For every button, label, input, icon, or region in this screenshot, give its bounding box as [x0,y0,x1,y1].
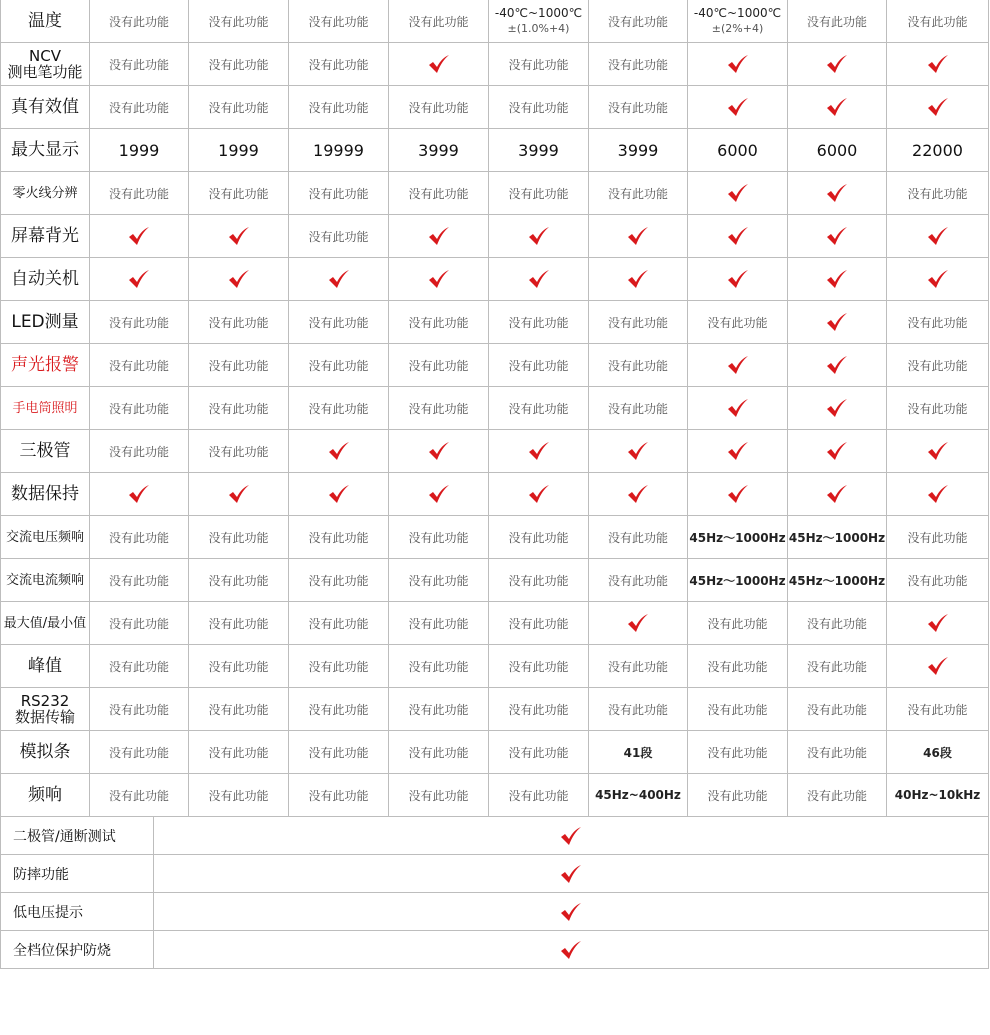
row-label: 自动关机 [1,258,90,301]
not-supported-cell: 没有此功能 [688,688,788,731]
not-supported-cell: 没有此功能 [389,602,489,645]
checkmark-icon [428,484,450,504]
text-line-2: ±(2%+4) [711,22,764,35]
not-supported-cell: 没有此功能 [489,731,589,774]
supported-cell [489,258,589,301]
not-supported-cell: 没有此功能 [289,387,389,430]
not-supported-cell: 没有此功能 [589,645,688,688]
row-label-line: 测电笔功能 [7,63,83,81]
checkmark-icon [727,97,749,117]
not-supported-cell: 没有此功能 [90,602,189,645]
checkmark-icon [128,484,150,504]
supported-cell [788,43,887,86]
spec-value-cell: 41段 [589,731,688,774]
supported-cell [788,258,887,301]
supported-cell [887,43,989,86]
not-supported-cell: 没有此功能 [90,172,189,215]
checkmark-icon [228,484,250,504]
not-supported-cell: 没有此功能 [189,645,289,688]
supported-cell [489,430,589,473]
not-supported-cell: 没有此功能 [589,43,688,86]
checkmark-icon [627,613,649,633]
checkmark-icon [727,355,749,375]
not-supported-cell: 没有此功能 [489,344,589,387]
not-supported-cell: 没有此功能 [389,301,489,344]
supported-cell [289,473,389,516]
checkmark-icon [328,484,350,504]
supported-cell [788,473,887,516]
not-supported-cell: 没有此功能 [289,215,389,258]
not-supported-cell: 没有此功能 [90,645,189,688]
not-supported-cell: 没有此功能 [887,516,989,559]
table-row [1,516,989,559]
row-label: 数据保持 [1,473,90,516]
supported-cell [489,215,589,258]
checkmark-icon [927,441,949,461]
table-row [1,430,989,473]
not-supported-cell: 没有此功能 [589,301,688,344]
feature-label: 全档位保护防烧 [1,931,154,969]
not-supported-cell: 没有此功能 [589,688,688,731]
not-supported-cell: 没有此功能 [189,516,289,559]
max-display-value: 3999 [389,129,489,172]
not-supported-cell: 没有此功能 [189,86,289,129]
not-supported-cell: 没有此功能 [389,172,489,215]
row-label: LED测量 [1,301,90,344]
not-supported-cell: 没有此功能 [289,645,389,688]
row-label: 频响 [1,774,90,817]
supported-cell [688,172,788,215]
not-supported-cell: 没有此功能 [289,86,389,129]
row-label: 手电筒照明 [1,387,90,430]
supported-cell [189,473,289,516]
supported-cell [154,817,989,855]
not-supported-cell: 没有此功能 [389,688,489,731]
supported-cell [289,430,389,473]
checkmark-icon [328,441,350,461]
common-feature-row [1,855,989,893]
not-supported-cell: 没有此功能 [289,731,389,774]
checkmark-icon [560,940,582,960]
not-supported-cell: 没有此功能 [90,559,189,602]
not-supported-cell: 没有此功能 [289,172,389,215]
checkmark-icon [228,269,250,289]
not-supported-cell: 没有此功能 [887,301,989,344]
checkmark-icon [727,441,749,461]
supported-cell [887,86,989,129]
checkmark-icon [826,398,848,418]
not-supported-cell: 没有此功能 [887,688,989,731]
not-supported-cell: 没有此功能 [90,0,189,43]
spec-value-cell: 45Hz～1000Hz [688,516,788,559]
supported-cell [688,473,788,516]
supported-cell [289,258,389,301]
supported-cell [788,387,887,430]
not-supported-cell: 没有此功能 [90,516,189,559]
checkmark-icon [528,226,550,246]
not-supported-cell: 没有此功能 [289,774,389,817]
not-supported-cell: 没有此功能 [788,0,887,43]
not-supported-cell: 没有此功能 [489,774,589,817]
table-row [1,0,989,43]
not-supported-cell: 没有此功能 [189,344,289,387]
supported-cell [90,258,189,301]
supported-cell [389,258,489,301]
not-supported-cell: 没有此功能 [489,86,589,129]
not-supported-cell: 没有此功能 [589,559,688,602]
not-supported-cell: 没有此功能 [489,516,589,559]
row-label: 模拟条 [1,731,90,774]
table-row [1,129,989,172]
checkmark-icon [560,902,582,922]
not-supported-cell: 没有此功能 [90,43,189,86]
not-supported-cell: 没有此功能 [589,172,688,215]
not-supported-cell: 没有此功能 [389,516,489,559]
not-supported-cell: 没有此功能 [389,774,489,817]
table-row [1,86,989,129]
not-supported-cell: 没有此功能 [90,344,189,387]
max-display-value: 1999 [189,129,289,172]
checkmark-icon [528,441,550,461]
supported-cell [788,86,887,129]
checkmark-icon [428,226,450,246]
not-supported-cell: 没有此功能 [389,731,489,774]
checkmark-icon [927,226,949,246]
supported-cell [389,215,489,258]
not-supported-cell: 没有此功能 [589,387,688,430]
supported-cell [788,430,887,473]
supported-cell [887,473,989,516]
not-supported-cell: 没有此功能 [289,43,389,86]
spec-value-cell: 45Hz～1000Hz [788,516,887,559]
checkmark-icon [826,226,848,246]
not-supported-cell: 没有此功能 [489,602,589,645]
checkmark-icon [826,97,848,117]
supported-cell [154,931,989,969]
supported-cell [887,215,989,258]
not-supported-cell: 没有此功能 [688,645,788,688]
not-supported-cell: 没有此功能 [489,387,589,430]
checkmark-icon [826,54,848,74]
not-supported-cell: 没有此功能 [90,430,189,473]
table-row [1,602,989,645]
supported-cell [589,258,688,301]
not-supported-cell: 没有此功能 [289,516,389,559]
not-supported-cell: 没有此功能 [589,344,688,387]
supported-cell [688,344,788,387]
checkmark-icon [826,441,848,461]
row-label: 声光报警 [1,344,90,387]
not-supported-cell: 没有此功能 [688,731,788,774]
checkmark-icon [927,54,949,74]
supported-cell [788,301,887,344]
not-supported-cell: 没有此功能 [887,0,989,43]
checkmark-icon [528,269,550,289]
spec-value-cell [688,0,788,43]
checkmark-icon [727,226,749,246]
not-supported-cell: 没有此功能 [489,172,589,215]
checkmark-icon [826,183,848,203]
supported-cell [887,602,989,645]
row-label: 峰值 [1,645,90,688]
feature-label: 防摔功能 [1,855,154,893]
checkmark-icon [428,269,450,289]
supported-cell [688,86,788,129]
row-label: 三极管 [1,430,90,473]
common-feature-row [1,931,989,969]
supported-cell [489,473,589,516]
not-supported-cell: 没有此功能 [489,301,589,344]
table-row [1,688,989,731]
supported-cell [389,473,489,516]
not-supported-cell: 没有此功能 [189,559,289,602]
row-label: 零火线分辨 [1,172,90,215]
not-supported-cell: 没有此功能 [189,0,289,43]
spec-value-cell: 46段 [887,731,989,774]
not-supported-cell: 没有此功能 [788,645,887,688]
supported-cell [688,43,788,86]
checkmark-icon [128,226,150,246]
not-supported-cell: 没有此功能 [887,559,989,602]
not-supported-cell: 没有此功能 [589,0,688,43]
supported-cell [887,645,989,688]
checkmark-icon [927,269,949,289]
max-display-value: 6000 [688,129,788,172]
checkmark-icon [927,97,949,117]
checkmark-icon [727,269,749,289]
supported-cell [688,430,788,473]
max-display-value: 6000 [788,129,887,172]
supported-cell [154,855,989,893]
supported-cell [688,258,788,301]
not-supported-cell: 没有此功能 [788,602,887,645]
supported-cell [589,430,688,473]
checkmark-icon [627,269,649,289]
supported-cell [589,473,688,516]
row-label-line: RS232 [20,692,70,710]
checkmark-icon [428,441,450,461]
supported-cell [688,215,788,258]
row-label: 真有效值 [1,86,90,129]
not-supported-cell: 没有此功能 [189,172,289,215]
not-supported-cell: 没有此功能 [887,344,989,387]
text-line-1: -40℃~1000℃ [494,6,583,20]
table-row [1,774,989,817]
checkmark-icon [826,269,848,289]
common-feature-row [1,817,989,855]
row-label-line: 数据传输 [14,708,75,726]
table-row [1,473,989,516]
checkmark-icon [927,484,949,504]
not-supported-cell: 没有此功能 [489,43,589,86]
not-supported-cell: 没有此功能 [90,774,189,817]
not-supported-cell: 没有此功能 [688,301,788,344]
not-supported-cell: 没有此功能 [189,688,289,731]
checkmark-icon [528,484,550,504]
supported-cell [788,172,887,215]
not-supported-cell: 没有此功能 [90,731,189,774]
text-line-1: -40℃~1000℃ [693,6,782,20]
not-supported-cell: 没有此功能 [887,387,989,430]
checkmark-icon [826,312,848,332]
not-supported-cell: 没有此功能 [289,301,389,344]
checkmark-icon [627,441,649,461]
not-supported-cell: 没有此功能 [489,559,589,602]
not-supported-cell: 没有此功能 [688,602,788,645]
not-supported-cell: 没有此功能 [189,602,289,645]
supported-cell [90,473,189,516]
not-supported-cell: 没有此功能 [289,688,389,731]
checkmark-icon [128,269,150,289]
common-features-table [0,816,989,969]
table-row [1,387,989,430]
supported-cell [589,602,688,645]
supported-cell [189,215,289,258]
checkmark-icon [560,864,582,884]
not-supported-cell: 没有此功能 [389,344,489,387]
not-supported-cell: 没有此功能 [589,516,688,559]
not-supported-cell: 没有此功能 [289,559,389,602]
table-row [1,215,989,258]
text-line-2: ±(1.0%+4) [507,22,570,35]
supported-cell [788,344,887,387]
supported-cell [887,430,989,473]
spec-value-cell: 45Hz～1000Hz [688,559,788,602]
row-label [1,688,90,731]
checkmark-icon [328,269,350,289]
checkmark-icon [560,826,582,846]
not-supported-cell: 没有此功能 [788,731,887,774]
checkmark-icon [826,484,848,504]
not-supported-cell: 没有此功能 [189,731,289,774]
not-supported-cell: 没有此功能 [389,86,489,129]
table-row [1,172,989,215]
not-supported-cell: 没有此功能 [389,645,489,688]
supported-cell [788,215,887,258]
not-supported-cell: 没有此功能 [90,688,189,731]
row-label: 最大显示 [1,129,90,172]
supported-cell [688,387,788,430]
feature-label: 低电压提示 [1,893,154,931]
checkmark-icon [627,484,649,504]
not-supported-cell: 没有此功能 [289,0,389,43]
not-supported-cell: 没有此功能 [90,86,189,129]
supported-cell [589,215,688,258]
table-row [1,645,989,688]
supported-cell [389,430,489,473]
spec-value-cell: 45Hz~400Hz [589,774,688,817]
not-supported-cell: 没有此功能 [788,688,887,731]
checkmark-icon [727,398,749,418]
not-supported-cell: 没有此功能 [389,387,489,430]
not-supported-cell: 没有此功能 [189,774,289,817]
checkmark-icon [826,355,848,375]
checkmark-icon [428,54,450,74]
checkmark-icon [727,54,749,74]
not-supported-cell: 没有此功能 [189,301,289,344]
table-row [1,258,989,301]
not-supported-cell: 没有此功能 [389,0,489,43]
not-supported-cell: 没有此功能 [289,602,389,645]
max-display-value: 3999 [489,129,589,172]
checkmark-icon [927,656,949,676]
supported-cell [154,893,989,931]
max-display-value: 19999 [289,129,389,172]
not-supported-cell: 没有此功能 [90,387,189,430]
checkmark-icon [727,484,749,504]
table-row [1,559,989,602]
table-row [1,731,989,774]
checkmark-icon [727,183,749,203]
feature-label: 二极管/通断测试 [1,817,154,855]
supported-cell [389,43,489,86]
spec-value-cell: 45Hz～1000Hz [788,559,887,602]
table-row [1,344,989,387]
not-supported-cell: 没有此功能 [189,387,289,430]
row-label: 交流电流频响 [1,559,90,602]
checkmark-icon [627,226,649,246]
not-supported-cell: 没有此功能 [90,301,189,344]
row-label: 交流电压频响 [1,516,90,559]
common-feature-row [1,893,989,931]
supported-cell [887,258,989,301]
max-display-value: 22000 [887,129,989,172]
row-label: 屏幕背光 [1,215,90,258]
not-supported-cell: 没有此功能 [289,344,389,387]
max-display-value: 3999 [589,129,688,172]
max-display-value: 1999 [90,129,189,172]
not-supported-cell: 没有此功能 [589,86,688,129]
not-supported-cell: 没有此功能 [489,645,589,688]
not-supported-cell: 没有此功能 [788,774,887,817]
not-supported-cell: 没有此功能 [489,688,589,731]
not-supported-cell: 没有此功能 [389,559,489,602]
not-supported-cell: 没有此功能 [189,430,289,473]
supported-cell [90,215,189,258]
spec-value-cell [489,0,589,43]
not-supported-cell: 没有此功能 [887,172,989,215]
row-label: 最大值/最小值 [1,602,90,645]
row-label [1,43,90,86]
row-label-line: NCV [29,47,61,65]
not-supported-cell: 没有此功能 [688,774,788,817]
table-row [1,301,989,344]
checkmark-icon [927,613,949,633]
spec-value-cell: 40Hz~10kHz [887,774,989,817]
checkmark-icon [228,226,250,246]
table-row [1,43,989,86]
not-supported-cell: 没有此功能 [189,43,289,86]
supported-cell [189,258,289,301]
row-label: 温度 [1,0,90,43]
